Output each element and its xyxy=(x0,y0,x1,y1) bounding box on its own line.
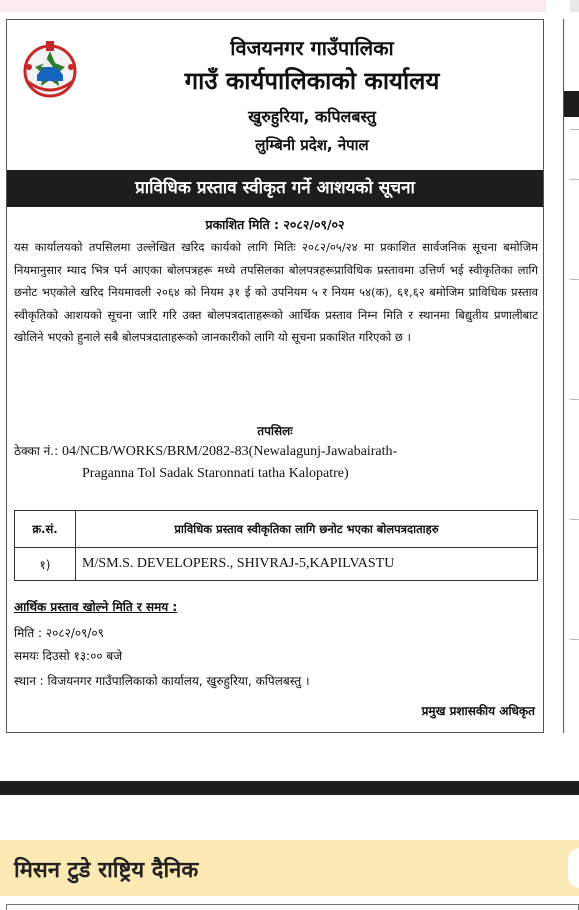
notice-advertisement xyxy=(6,19,544,733)
top-strip-right xyxy=(570,0,579,12)
opening-time: समयः दिउसो १३:०० बजे xyxy=(14,649,123,663)
contract-number xyxy=(14,440,538,485)
notice-body: यस कार्यालयको तपसिलमा उल्लेखित खरिद कार्यको लागि मितिः २०८२/०५/२४ मा प्रकाशित सार्वजनिक सूचना बमोजिम नियमानुसार म्याद भित्र पर्न आएका बोलपत्रहरू मध्ये तपसिलका बोलपत्रहरूप्राविधिक प्रस्तावमा उत्तिर्ण भई स्वीकृतिका लागि छनोट भएकोले खरिद नियमावली २०६४ को नियम ३१ ई को उपनियम ५ र नियम ५४(क), ६१,६२ बमोजिम प्राविधिक प्रस्ताव स्वीकृतिको आशयको सूचना जारि गरि उक्त बोलपत्रदाताहरूको आर्थिक प्रस्ताव निम्न मिति र स्थानमा बिद्युतीय प्रणालीबाट खोलिने भएको हुनाले सबै बोलपत्रदाताहरूको जानकारीको लागि यो सूचना प्रकाशित गरिएको छ । xyxy=(14,240,538,344)
opening-date: मिति : २०८२/०९/०९ xyxy=(14,626,104,640)
serial-header: क्र.सं. xyxy=(15,511,76,548)
province-name: लुम्बिनी प्रदेश, नेपाल xyxy=(255,136,369,154)
bidder-cell: M/SM.S. DEVELOPERS., SHIVRAJ-5,KAPILVASTU xyxy=(76,548,538,581)
title-bar-tab xyxy=(568,848,579,888)
adjacent-banner-edge xyxy=(564,91,579,117)
adjacent-rule xyxy=(570,639,579,640)
contract-label: ठेक्का नं.: xyxy=(14,444,62,458)
adjacent-notice-edge xyxy=(563,19,579,733)
adjacent-rule xyxy=(570,519,579,520)
office-name: गाउँ कार्यपालिकाको कार्यालय xyxy=(184,67,440,95)
bidder-header: प्राविधिक प्रस्ताव स्वीकृतिका लागि छनोट भएका बोलपत्रदाताहरु xyxy=(76,511,538,548)
office-location: खुरुहुरिया, कपिलबस्तु xyxy=(248,107,376,126)
municipality-name: विजयनगर गाउँपालिका xyxy=(230,36,394,60)
adjacent-rule xyxy=(570,279,579,280)
financial-opening-title: आर्थिक प्रस्ताव खोल्ने मिति र समय : xyxy=(14,600,178,614)
newspaper-name: मिसन टुडे राष्ट्रिय दैनिक xyxy=(14,858,199,883)
nepal-government-emblem-icon xyxy=(19,37,81,99)
contract-id: 04/NCB/WORKS/BRM/2082-83(Newalagunj-Jawabairath- xyxy=(61,444,398,459)
table-row xyxy=(15,548,538,581)
next-article-frame xyxy=(6,904,579,910)
opening-place: स्थान : विजयनगर गाउँपालिकाको कार्यालय, खुरुहुरिया, कपिलबस्तु । xyxy=(14,674,310,688)
published-date: प्रकाशित मिति : २०८२/०९/०२ xyxy=(205,217,345,232)
details-label: तपसिलः xyxy=(257,424,293,438)
contract-description: Praganna Tol Sadak Staronnati tatha Kalopatre) xyxy=(82,466,349,481)
signatory: प्रमुख प्रशासकीय अधिकृत xyxy=(421,704,535,718)
adjacent-rule xyxy=(570,399,579,400)
adjacent-rule xyxy=(570,179,579,180)
adjacent-rule xyxy=(570,129,579,130)
section-divider xyxy=(0,781,579,795)
bidders-table xyxy=(14,510,538,581)
newspaper-title-bar xyxy=(0,840,579,896)
table-header-row xyxy=(15,511,538,548)
notice-title: प्राविधिक प्रस्ताव स्वीकृत गर्ने आशयको सूचना xyxy=(7,170,543,207)
serial-cell: १) xyxy=(15,548,76,581)
top-strip xyxy=(0,0,546,12)
